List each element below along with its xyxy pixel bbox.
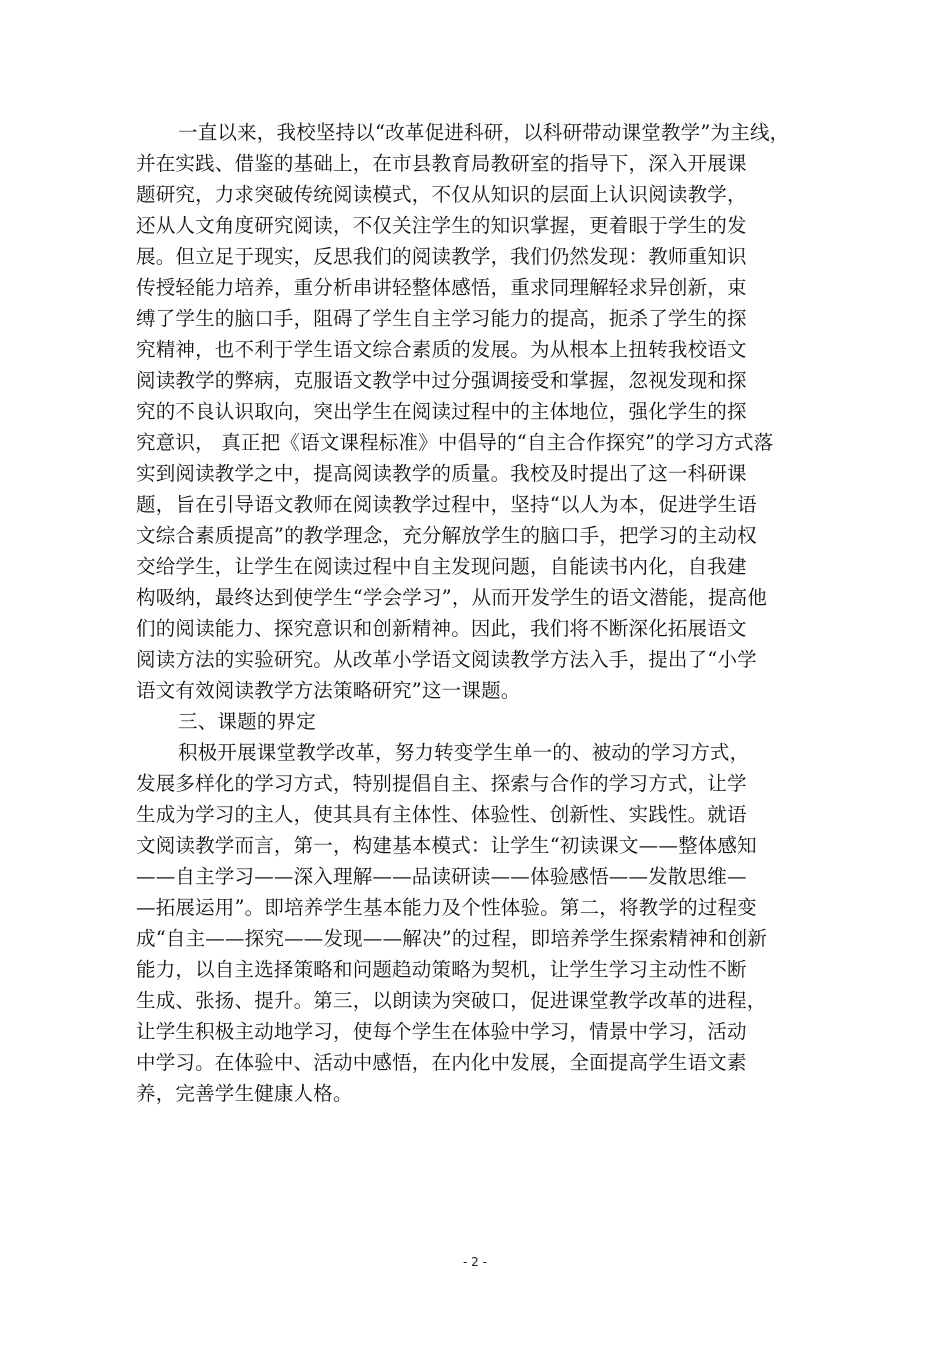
text-line: 构吸纳，最终达到使学生“学会学习”，从而开发学生的语文潜能，提高他 <box>136 586 768 609</box>
text-line: 养，完善学生健康人格。 <box>136 1082 353 1105</box>
text-line: 缚了学生的脑口手，阻碍了学生自主学习能力的提高，扼杀了学生的探 <box>136 307 747 330</box>
text-line: 题，旨在引导语文教师在阅读教学过程中，坚持“以人为本，促进学生语 <box>136 493 757 516</box>
text-line: 们的阅读能力、探究意识和创新精神。因此，我们将不断深化拓展语文 <box>136 617 747 640</box>
text-line: 究意识， 真正把《语文课程标准》中倡导的“自主合作探究”的学习方式落 <box>136 431 774 454</box>
text-line: 交给学生，让学生在阅读过程中自主发现问题，自能读书内化，自我建 <box>136 555 747 578</box>
text-line: 成“自主——探究——发现——解决”的过程，即培养学生探索精神和创新 <box>136 927 768 950</box>
text-line: —拓展运用”。即培养学生基本能力及个性体验。第二，将教学的过程变 <box>136 896 757 919</box>
text-line: 实到阅读教学之中，提高阅读教学的质量。我校及时提出了这一科研课 <box>136 462 747 485</box>
text-line: 能力，以自主选择策略和问题趋动策略为契机，让学生学习主动性不断 <box>136 958 747 981</box>
text-line: 展。但立足于现实，反思我们的阅读教学，我们仍然发现：教师重知识 <box>136 245 747 268</box>
text-line: 并在实践、借鉴的基础上，在市县教育局教研室的指导下，深入开展课 <box>136 152 747 175</box>
text-line: 阅读方法的实验研究。从改革小学语文阅读教学方法入手，提出了“小学 <box>136 648 757 671</box>
text-line: 究的不良认识取向，突出学生在阅读过程中的主体地位，强化学生的探 <box>136 400 747 423</box>
text-line: 让学生积极主动地学习，使每个学生在体验中学习，情景中学习，活动 <box>136 1020 747 1043</box>
text-line: 生成、张扬、提升。第三，以朗读为突破口，促进课堂教学改革的进程， <box>136 989 767 1012</box>
text-line: 语文有效阅读教学方法策略研究”这一课题。 <box>136 679 521 702</box>
section-heading: 三、课题的界定 <box>178 710 316 733</box>
page-number: - 2 - <box>463 1255 487 1269</box>
text-line: 还从人文角度研究阅读，不仅关注学生的知识掌握，更着眼于学生的发 <box>136 214 747 237</box>
text-line: 文综合素质提高”的教学理念，充分解放学生的脑口手，把学习的主动权 <box>136 524 757 547</box>
text-line: 生成为学习的主人，使其具有主体性、体验性、创新性、实践性。就语 <box>136 803 747 826</box>
text-line: 积极开展课堂教学改革，努力转变学生单一的、被动的学习方式， <box>178 741 750 764</box>
text-line: ——自主学习——深入理解——品读研读——体验感悟——发散思维— <box>136 865 747 888</box>
text-line: 传授轻能力培养，重分析串讲轻整体感悟，重求同理解轻求异创新，束 <box>136 276 747 299</box>
text-line: 究精神，也不利于学生语文综合素质的发展。为从根本上扭转我校语文 <box>136 338 747 361</box>
text-line: 发展多样化的学习方式，特别提倡自主、探索与合作的学习方式，让学 <box>136 772 747 795</box>
text-line: 一直以来，我校坚持以“改革促进科研，以科研带动课堂教学”为主线， <box>178 121 790 144</box>
text-line: 题研究，力求突破传统阅读模式，不仅从知识的层面上认识阅读教学， <box>136 183 747 206</box>
text-line: 文阅读教学而言，第一，构建基本模式：让学生“初读课文——整体感知 <box>136 834 757 857</box>
text-line: 阅读教学的弊病，克服语文教学中过分强调接受和掌握，忽视发现和探 <box>136 369 747 392</box>
text-line: 中学习。在体验中、活动中感悟，在内化中发展，全面提高学生语文素 <box>136 1051 747 1074</box>
